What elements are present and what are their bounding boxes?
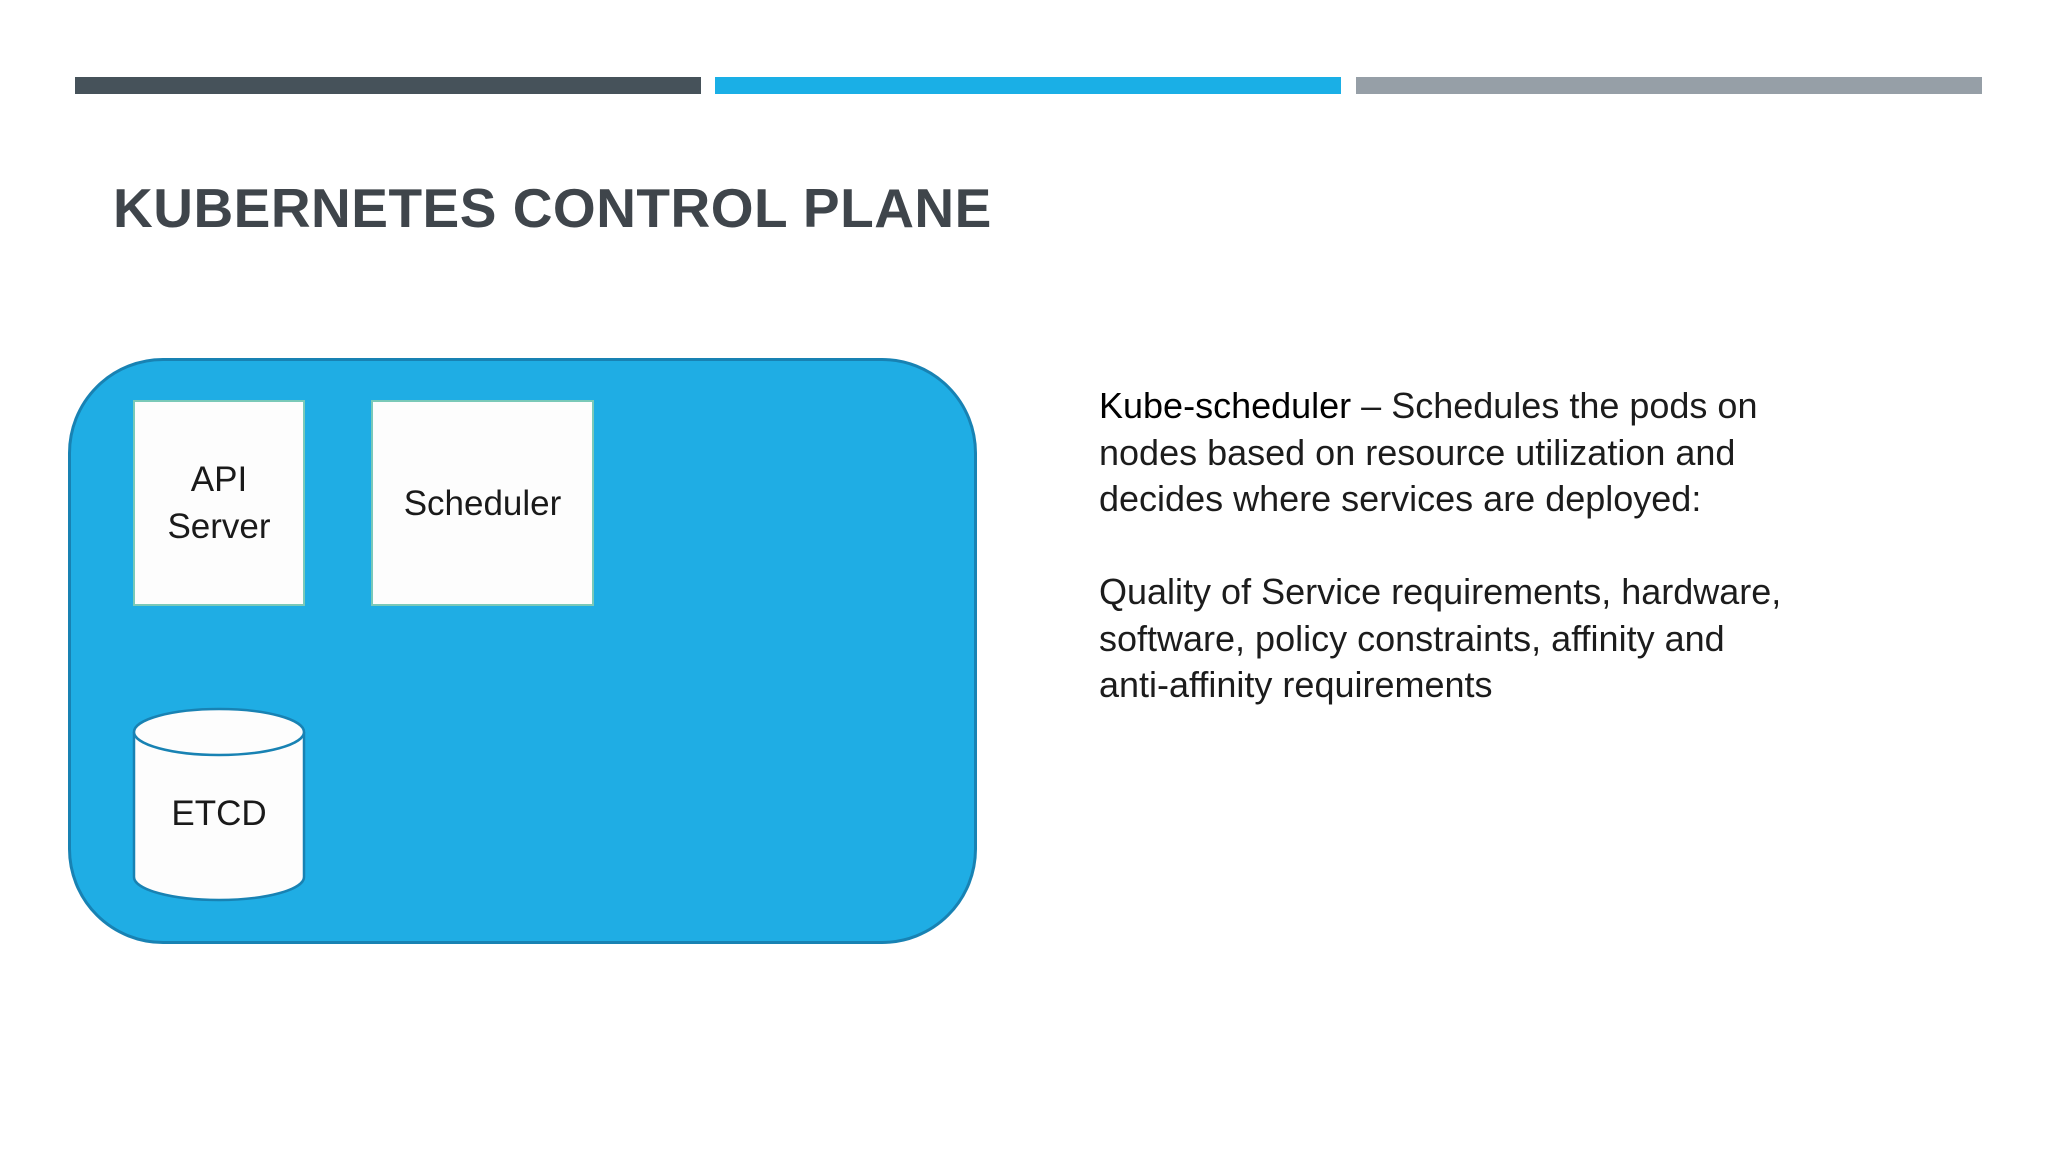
accent-bar-blue [715,77,1341,94]
scheduler-label: Scheduler [403,483,562,523]
scheduler-description [1099,383,1799,709]
description-paragraph-2: Quality of Service requirements, hardware, software, policy constraints, affinity and anti-affinity requirements [1099,571,1782,705]
accent-bar-gray [1356,77,1982,94]
api-server-label-line2: Server [167,507,271,546]
term-separator: – [1351,385,1392,426]
etcd-label: ETCD [171,794,267,833]
scheduler-box [371,400,594,606]
description-paragraph-1 [1099,383,1799,523]
description-paragraph-1-text: Schedules the pods on nodes based on resource utilization and decides where services are deployed: [1099,385,1758,519]
accent-bar-dark [75,77,701,94]
api-server-label-line1: API [190,460,248,499]
paragraph-spacer [1099,523,1799,570]
api-server-box [133,400,305,606]
slide-title: KUBERNETES CONTROL PLANE [113,177,992,239]
kube-scheduler-term: Kube-scheduler [1099,385,1352,426]
